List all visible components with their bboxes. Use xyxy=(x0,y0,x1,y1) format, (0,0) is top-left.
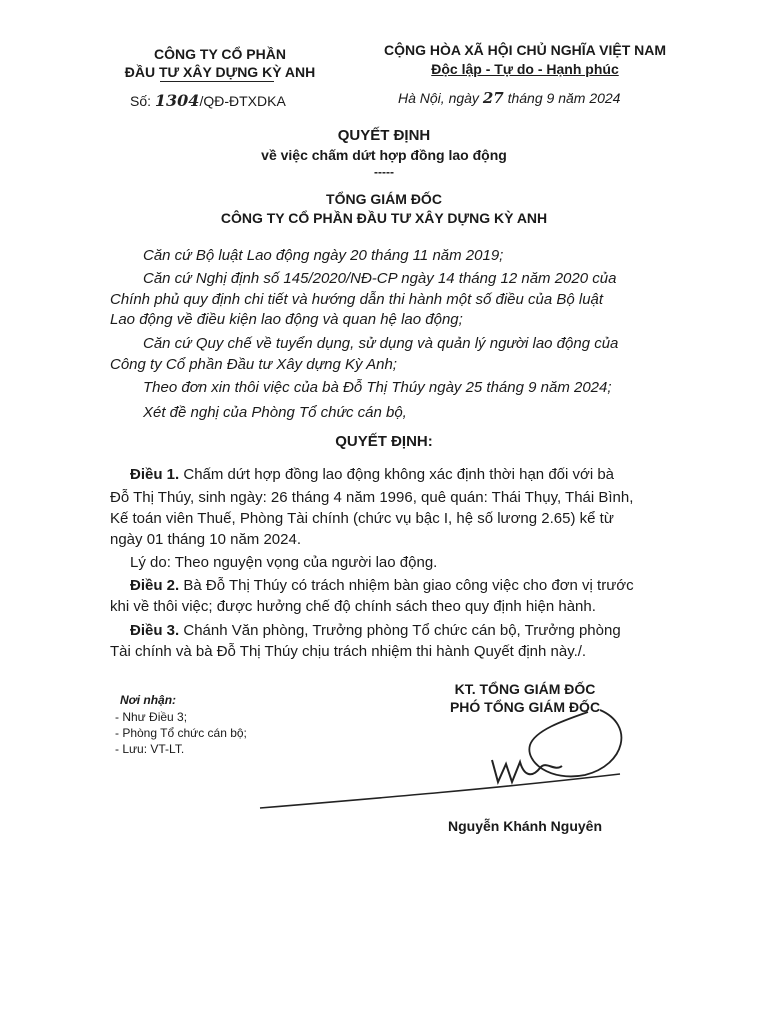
article-3-line2: Tài chính và bà Đỗ Thị Thúy chịu trách nhiệm thi hành Quyết định này./. xyxy=(110,643,587,660)
article-3-text: Chánh Văn phòng, Trưởng phòng Tổ chức cán bộ, Trưởng phòng xyxy=(179,622,621,639)
company-name-line2: ĐẦU TƯ XÂY DỰNG KỲ ANH xyxy=(124,64,316,80)
article-1-text: Chấm dứt hợp đồng lao động không xác định thời hạn đối với bà xyxy=(179,466,615,483)
document-number xyxy=(130,91,286,110)
decision-title: QUYẾT ĐỊNH xyxy=(337,127,431,144)
basis-proposal: Xét đề nghị của Phòng Tổ chức cán bộ, xyxy=(143,404,407,421)
basis-labor-code: Căn cứ Bộ luật Lao động ngày 20 tháng 11 năm 2019; xyxy=(143,247,504,264)
article-1-line4: ngày 01 tháng 10 năm 2024. xyxy=(110,531,301,548)
signature-title-line2: PHÓ TỔNG GIÁM ĐỐC xyxy=(449,699,601,715)
recipient-item: - Phòng Tổ chức cán bộ; xyxy=(115,726,247,740)
date-day-handwritten: 27 xyxy=(482,89,504,107)
article-3-label: Điều 3. xyxy=(130,622,180,639)
basis-regulation-line1: Căn cứ Quy chế về tuyển dụng, sử dụng và quản lý người lao động của xyxy=(143,335,619,352)
article-1-line2: Đỗ Thị Thúy, sinh ngày: 26 tháng 4 năm 1996, quê quán: Thái Thụy, Thái Bình, xyxy=(110,489,634,506)
handwritten-signature xyxy=(240,690,660,830)
signature-stroke xyxy=(260,774,620,808)
basis-decree-line1: Căn cứ Nghị định số 145/2020/NĐ-CP ngày 14 tháng 12 năm 2020 của xyxy=(143,270,617,287)
title-divider: ----- xyxy=(374,165,394,179)
basis-decree-line3: Lao động về điều kiện lao động và quan hệ lao động; xyxy=(110,311,463,328)
number-handwritten: 1304 xyxy=(154,91,200,110)
article-2-label: Điều 2. xyxy=(130,577,180,594)
authority-company: CÔNG TY CỔ PHẦN ĐẦU TƯ XÂY DỰNG KỲ ANH xyxy=(220,210,548,226)
article-2-text: Bà Đỗ Thị Thúy có trách nhiệm bàn giao công việc cho đơn vị trước xyxy=(179,577,634,594)
recipient-item: - Lưu: VT-LT. xyxy=(115,742,185,756)
recipient-item: - Như Điều 3; xyxy=(115,710,188,724)
article-1-reason: Lý do: Theo nguyện vọng của người lao động. xyxy=(130,554,438,571)
article-1-label: Điều 1. xyxy=(130,466,180,483)
article-2-line1 xyxy=(130,575,634,597)
company-underline xyxy=(160,81,274,82)
decision-subject: về việc chấm dứt hợp đồng lao động xyxy=(261,147,507,163)
company-name-line1: CÔNG TY CỔ PHẦN xyxy=(154,46,286,62)
decision-heading: QUYẾT ĐỊNH: xyxy=(335,433,433,450)
basis-regulation-line2: Công ty Cổ phần Đầu tư Xây dựng Kỳ Anh; xyxy=(110,356,397,373)
signature-letters xyxy=(492,760,562,782)
national-motto: Độc lập - Tự do - Hạnh phúc xyxy=(431,61,619,77)
number-suffix: /QĐ-ĐTXDKA xyxy=(199,93,286,109)
basis-resignation-letter: Theo đơn xin thôi việc của bà Đỗ Thị Thúy ngày 25 tháng 9 năm 2024; xyxy=(143,379,612,396)
authority-title: TỔNG GIÁM ĐỐC xyxy=(326,191,442,207)
article-2-line2: khi về thôi việc; được hưởng chế độ chính sách theo quy định hiện hành. xyxy=(110,598,596,615)
article-1-line3: Kế toán viên Thuế, Phòng Tài chính (chức vụ bậc I, hệ số lương 2.65) kể từ xyxy=(110,510,614,527)
article-3-line1 xyxy=(130,620,621,642)
national-title: CỘNG HÒA XÃ HỘI CHỦ NGHĨA VIỆT NAM xyxy=(383,42,667,58)
issue-date xyxy=(398,89,620,107)
signer-name: Nguyễn Khánh Nguyên xyxy=(447,818,602,834)
date-prefix: Hà Nội, ngày xyxy=(398,90,479,106)
basis-decree-line2: Chính phủ quy định chi tiết và hướng dẫn thi hành một số điều của Bộ luật xyxy=(110,291,604,308)
date-suffix: tháng 9 năm 2024 xyxy=(507,90,621,106)
signature-title-line1: KT. TỔNG GIÁM ĐỐC xyxy=(454,681,596,697)
article-1-line1 xyxy=(130,464,614,486)
number-label: Số: xyxy=(130,93,152,109)
recipients-heading: Nơi nhận: xyxy=(120,693,177,707)
